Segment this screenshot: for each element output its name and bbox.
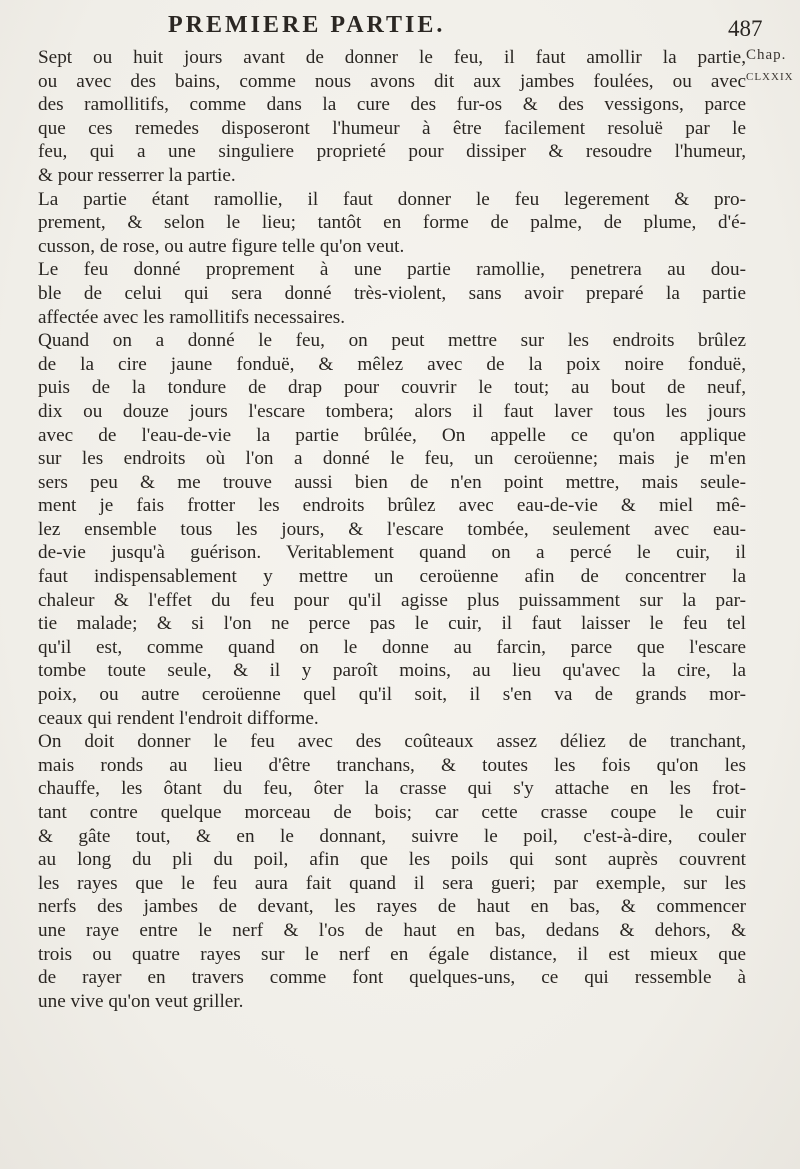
text-line: que ces remedes disposeront l'humeur à être facilement resoluë par le: [38, 117, 746, 139]
text-line: Le feu donné proprement à une partie ramollie, penetrera au dou-: [38, 259, 746, 281]
text-line: ble de celui qui sera donné très-violent, sans avoir preparé la partie: [38, 282, 746, 304]
text-line: ou avec des bains, comme nous avons dit aux jambes foulées, ou avec: [38, 70, 746, 92]
text-line: chaleur & l'effet du feu pour qu'il agisse plus puissamment sur la par-: [38, 589, 746, 611]
text-line: des ramollitifs, comme dans la cure des fur-os & des vessigons, parce: [38, 94, 746, 116]
margin-note: [746, 44, 800, 88]
text-line: On doit donner le feu avec des coûteaux assez déliez de tranchant,: [38, 731, 746, 753]
margin-chapter-number: CLXXIX: [746, 71, 794, 83]
text-line: cusson, de rose, ou autre figure telle qu'on veut.: [38, 235, 405, 257]
text-line: qu'il est, comme quand on le donne au farcin, parce que l'escare: [38, 636, 746, 658]
text-line: de-vie jusqu'à guérison. Veritablement quand on a percé le cuir, il: [38, 542, 746, 564]
text-line: une vive qu'on veut griller.: [38, 990, 244, 1012]
text-line: prement, & selon le lieu; tantôt en forme de palme, de plume, d'é-: [38, 212, 746, 234]
body-text: [38, 46, 746, 1013]
text-line: nerfs des jambes de devant, les rayes de haut en bas, & commencer: [38, 896, 746, 918]
text-line: dix ou douze jours l'escare tombera; alors il faut laver tous les jours: [38, 400, 746, 422]
text-line: affectée avec les ramollitifs necessaires.: [38, 306, 346, 328]
text-line: tie malade; & si l'on ne perce pas le cuir, il faut laisser le feu tel: [38, 613, 746, 635]
text-line: sur les endroits où l'on a donné le feu, un ceroüenne; mais je m'en: [38, 448, 746, 470]
text-line: au long du pli du poil, afin que les poils qui sont auprès couvrent: [38, 849, 746, 871]
text-line: les rayes que le feu aura fait quand il sera gueri; par exemple, sur les: [38, 872, 746, 894]
text-line: ment je fais frotter les endroits brûlez avec eau-de-vie & miel mê-: [38, 495, 746, 517]
text-line: La partie étant ramollie, il faut donner le feu legerement & pro-: [38, 188, 746, 210]
text-line: une raye entre le nerf & l'os de haut en bas, dedans & dehors, &: [38, 919, 746, 941]
text-line: Quand on a donné le feu, on peut mettre sur les endroits brûlez: [38, 330, 746, 352]
text-line: ceaux qui rendent l'endroit difforme.: [38, 707, 319, 729]
text-line: trois ou quatre rayes sur le nerf en égale distance, il est mieux que: [38, 943, 746, 965]
text-line: puis de la tondure de drap pour couvrir le tout; au bout de neuf,: [38, 377, 746, 399]
text-line: faut indispensablement y mettre un ceroüenne afin de concentrer la: [38, 566, 746, 588]
text-line: & gâte tout, & en le donnant, suivre le poil, c'est-à-dire, couler: [38, 825, 746, 847]
text-line: Sept ou huit jours avant de donner le feu, il faut amollir la partie,: [38, 47, 746, 68]
text-line: lez ensemble tous les jours, & l'escare tombée, seulement avec eau-: [38, 518, 746, 540]
running-head: PREMIERE PARTIE.: [168, 12, 446, 38]
page-number: 487: [728, 16, 763, 41]
text-line: poix, ou autre ceroüenne quel qu'il soit, il s'en va de grands mor-: [38, 684, 746, 706]
text-line: tant contre quelque morceau de bois; car cette crasse coupe le cuir: [38, 802, 746, 823]
margin-chapter-label: Chap.: [746, 47, 787, 63]
text-line: de rayer en travers comme font quelques-uns, ce qui ressemble à: [38, 967, 746, 989]
text-line: feu, qui a une singuliere proprieté pour dissiper & resoudre l'humeur,: [38, 141, 746, 163]
text-line: sers peu & me trouve aussi bien de n'en point mettre, mais seule-: [38, 471, 746, 493]
text-line: de la cire jaune fonduë, & mêlez avec de la poix noire fonduë,: [38, 353, 746, 375]
text-line: avec de l'eau-de-vie la partie brûlée, On appelle ce qu'on applique: [38, 424, 746, 446]
text-line: mais ronds au lieu d'être tranchans, & toutes les fois qu'on les: [38, 754, 746, 776]
text-line: tombe toute seule, & il y paroît moins, au lieu qu'avec la cire, la: [38, 660, 746, 682]
text-line: & pour resserrer la partie.: [38, 164, 236, 186]
text-line: chauffe, les ôtant du feu, ôter la crasse qui s'y attache en les frot-: [38, 778, 746, 800]
